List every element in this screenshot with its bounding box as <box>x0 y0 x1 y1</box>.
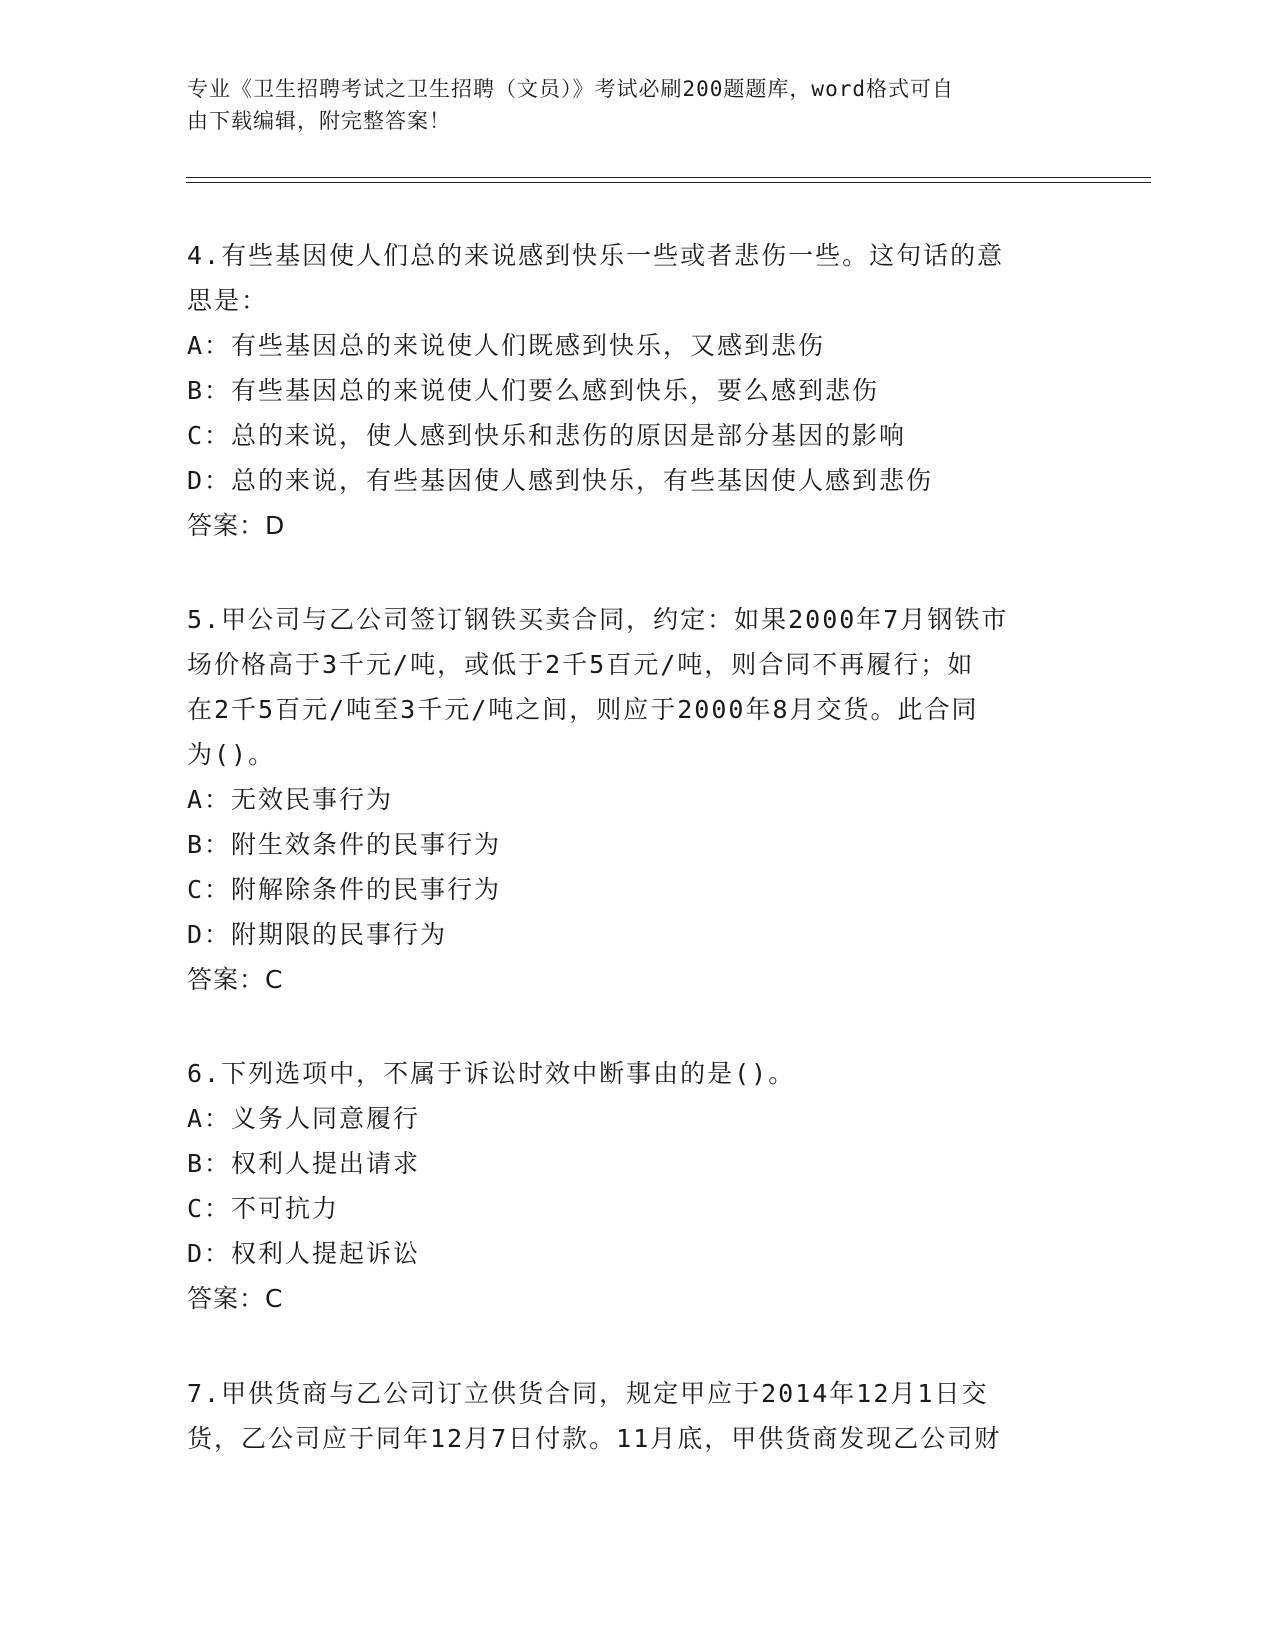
answer: 答案：C <box>187 1284 284 1313</box>
question-text: 为()。 <box>187 740 276 769</box>
header-divider-bottom <box>186 182 1151 183</box>
header-line: 专业《卫生招聘考试之卫生招聘（文员）》考试必刷200题题库，word格式可自 <box>187 77 954 101</box>
document-header <box>187 73 1087 137</box>
question-text: 思是： <box>187 286 269 315</box>
question-text: 4.有些基因使人们总的来说感到快乐一些或者悲伤一些。这句话的意 <box>187 241 1005 270</box>
option-c: C：附解除条件的民事行为 <box>187 875 502 904</box>
option-a: A：有些基因总的来说使人们既感到快乐，又感到悲伤 <box>187 331 826 360</box>
option-d: D：权利人提起诉讼 <box>187 1239 421 1268</box>
option-d: D：总的来说，有些基因使人感到快乐，有些基因使人感到悲伤 <box>187 466 934 495</box>
option-b: B：权利人提出请求 <box>187 1149 421 1178</box>
question-text: 场价格高于3千元/吨，或低于2千5百元/吨，则合同不再履行；如 <box>187 650 975 679</box>
question-4 <box>187 233 1067 548</box>
option-a: A：义务人同意履行 <box>187 1104 421 1133</box>
question-text: 5.甲公司与乙公司签订钢铁买卖合同，约定：如果2000年7月钢铁市 <box>187 605 1009 634</box>
header-line: 由下载编辑，附完整答案！ <box>187 109 451 133</box>
question-text: 6.下列选项中，不属于诉讼时效中断事由的是()。 <box>187 1059 796 1088</box>
header-divider-top <box>186 177 1151 178</box>
answer: 答案：C <box>187 965 284 994</box>
question-5 <box>187 597 1067 1002</box>
question-7 <box>187 1371 1067 1461</box>
question-text: 7.甲供货商与乙公司订立供货合同，规定甲应于2014年12月1日交 <box>187 1379 989 1408</box>
question-text: 在2千5百元/吨至3千元/吨之间，则应于2000年8月交货。此合同 <box>187 695 979 724</box>
option-a: A：无效民事行为 <box>187 785 394 814</box>
option-d: D：附期限的民事行为 <box>187 920 448 949</box>
question-6 <box>187 1051 1067 1321</box>
option-c: C：不可抗力 <box>187 1194 340 1223</box>
answer: 答案：D <box>187 511 286 540</box>
question-text: 货，乙公司应于同年12月7日付款。11月底，甲供货商发现乙公司财 <box>187 1424 1002 1453</box>
option-b: B：附生效条件的民事行为 <box>187 830 502 859</box>
option-b: B：有些基因总的来说使人们要么感到快乐，要么感到悲伤 <box>187 376 880 405</box>
option-c: C：总的来说，使人感到快乐和悲伤的原因是部分基因的影响 <box>187 421 907 450</box>
